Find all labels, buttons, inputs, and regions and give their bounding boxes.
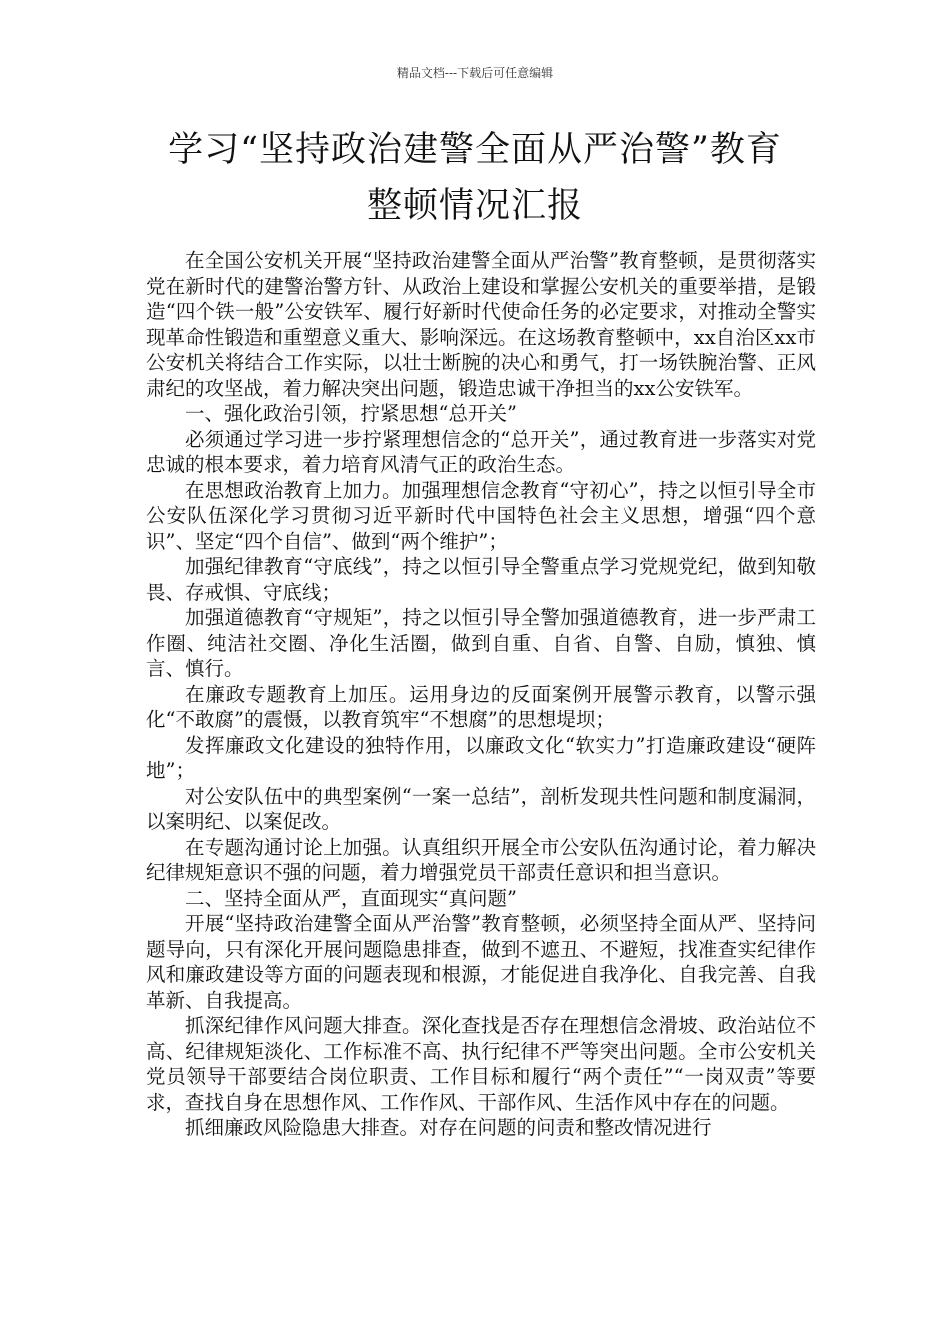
paragraph: 抓深纪律作风问题大排查。深化查找是否存在理想信念滑坡、政治站位不高、纪律规矩淡化、工作标准不高、执行纪律不严等突出问题。全市公安机关党员领导干部要结合岗位职责、工作目标和履行“两个责任”“一岗双责”等要求，查找自身在思想作风、工作作风、干部作风、生活作风中存在的问题。 [146, 1014, 816, 1114]
paragraph: 对公安队伍中的典型案例“一案一总结”，剖析发现共性问题和制度漏洞，以案明纪、以案促改。 [146, 784, 816, 833]
paragraph: 加强道德教育“守规矩”，持之以恒引导全警加强道德教育，进一步严肃工作圈、纯洁社交圈、净化生活圈，做到自重、自省、自警、自励，慎独、慎言、慎行。 [146, 606, 816, 680]
page-title [120, 122, 830, 234]
section-heading-2: 二、坚持全面从严，直面现实“真问题” [185, 886, 517, 910]
paragraph: 在思想政治教育上加力。加强理想信念教育“守初心”，持之以恒引导全市公安队伍深化学习贯彻习近平新时代中国特色社会主义思想，增强“四个意识”、坚定“四个自信”、做到“两个维护”； [146, 478, 816, 553]
paragraph: 加强纪律教育“守底线”，持之以恒引导全警重点学习党规党纪，做到知敬畏、存戒惧、守底线； [146, 555, 816, 604]
paragraph: 开展“坚持政治建警全面从严治警”教育整顿，必须坚持全面从严、坚持问题导向，只有深化开展问题隐患排查，做到不遮丑、不避短，找准查实纪律作风和廉政建设等方面的问题表现和根源，才能促进自我净化、自我完善、自我革新、自我提高。 [146, 912, 816, 1012]
document-body [146, 248, 816, 1141]
title-line-2: 整顿情况汇报 [366, 186, 583, 226]
paragraph-intro: 在全国公安机关开展“坚持政治建警全面从严治警”教育整顿，是贯彻落实党在新时代的建警治警方针、从政治上建设和掌握公安机关的重要举措，是锻造“四个铁一般”公安铁军、履行好新时代使命任务的必定要求，对推动全警实现革命性锻造和重塑意义重大、影响深远。在这场教育整顿中，xx自治区xx市公安机关将结合工作实际，以壮士断腕的决心和勇气，打一场铁腕治警、正风肃纪的攻坚战，着力解决突出问题，锻造忠诚干净担当的xx公安铁军。 [146, 249, 816, 400]
paragraph: 必须通过学习进一步拧紧理想信念的“总开关”，通过教育进一步落实对党忠诚的根本要求，着力培育风清气正的政治生态。 [146, 427, 816, 476]
paragraph: 在廉政专题教育上加压。运用身边的反面案例开展警示教育，以警示强化“不敢腐”的震慑，以教育筑牢“不想腐”的思想堤坝； [146, 682, 816, 731]
paragraph: 发挥廉政文化建设的独特作用，以廉政文化“软实力”打造廉政建设“硬阵地”； [146, 733, 816, 782]
header-note: 精品文档---下载后可任意编辑 [396, 66, 554, 80]
paragraph: 在专题沟通讨论上加强。认真组织开展全市公安队伍沟通讨论，着力解决纪律规矩意识不强的问题，着力增强党员干部责任意识和担当意识。 [146, 835, 816, 884]
title-line-1: 学习“坚持政治建警全面从严治警”教育 [168, 130, 782, 170]
section-heading-1: 一、强化政治引领，拧紧思想“总开关” [185, 402, 517, 425]
paragraph: 抓细廉政风险隐患大排查。对存在问题的问责和整改情况进行 [185, 1116, 712, 1139]
